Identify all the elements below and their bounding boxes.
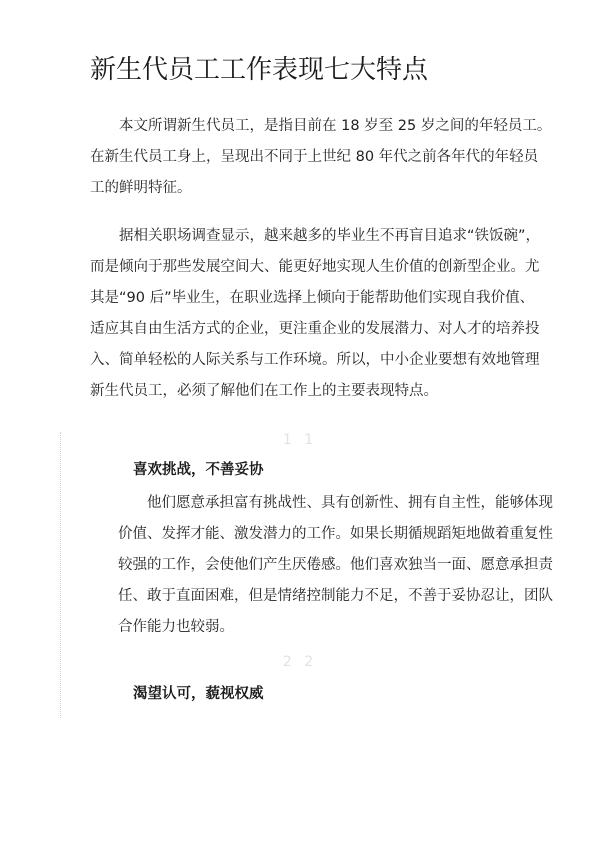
paragraph-line: 在新生代员工身上，呈现出不同于上世纪 80 年代之前各年代的年轻员 bbox=[90, 149, 539, 165]
section-divider-dotted bbox=[60, 432, 61, 718]
paragraph-line: 新生代员工，必须了解他们在工作上的主要表现特点。 bbox=[90, 383, 438, 399]
section-heading: 喜欢挑战，不善妥协 bbox=[133, 462, 264, 478]
section-number: 2 2 bbox=[282, 654, 318, 670]
paragraph-line: 其是“90 后”毕业生，在职业选择上倾向于能帮助他们实现自我价值、 bbox=[90, 290, 535, 306]
section-line: 价值、发挥才能、激发潜力的工作。如果长期循规蹈矩地做着重复性 bbox=[118, 526, 553, 542]
section-line: 他们愿意承担富有挑战性、具有创新性、拥有自主性，能够体现 bbox=[147, 495, 553, 511]
section-body bbox=[118, 488, 553, 643]
intro-paragraph bbox=[90, 111, 552, 204]
survey-paragraph bbox=[90, 221, 541, 407]
paragraph-line: 据相关职场调查显示，越来越多的毕业生不再盲目追求“铁饭碗”， bbox=[119, 228, 541, 244]
paragraph-line: 工的鲜明特征。 bbox=[90, 180, 192, 196]
section-heading: 渴望认可，藐视权威 bbox=[133, 686, 264, 702]
section-line: 合作能力也较弱。 bbox=[118, 619, 234, 635]
paragraph-line: 适应其自由生活方式的企业，更注重企业的发展潜力、对人才的培养投 bbox=[90, 321, 540, 337]
section-line: 任、敢于直面困难，但是情绪控制能力不足，不善于妥协忍让，团队 bbox=[118, 588, 553, 604]
paragraph-line: 入、简单轻松的人际关系与工作环境。所以，中小企业要想有效地管理 bbox=[90, 352, 540, 368]
paragraph-line: 本文所谓新生代员工，是指目前在 18 岁至 25 岁之间的年轻员工。 bbox=[119, 118, 552, 134]
section-number: 1 1 bbox=[282, 432, 318, 448]
section-line: 较强的工作，会使他们产生厌倦感。他们喜欢独当一面、愿意承担责 bbox=[118, 557, 553, 573]
article-title: 新生代员工工作表现七大特点 bbox=[90, 55, 429, 85]
paragraph-line: 而是倾向于那些发展空间大、能更好地实现人生价值的创新型企业。尤 bbox=[90, 259, 540, 275]
